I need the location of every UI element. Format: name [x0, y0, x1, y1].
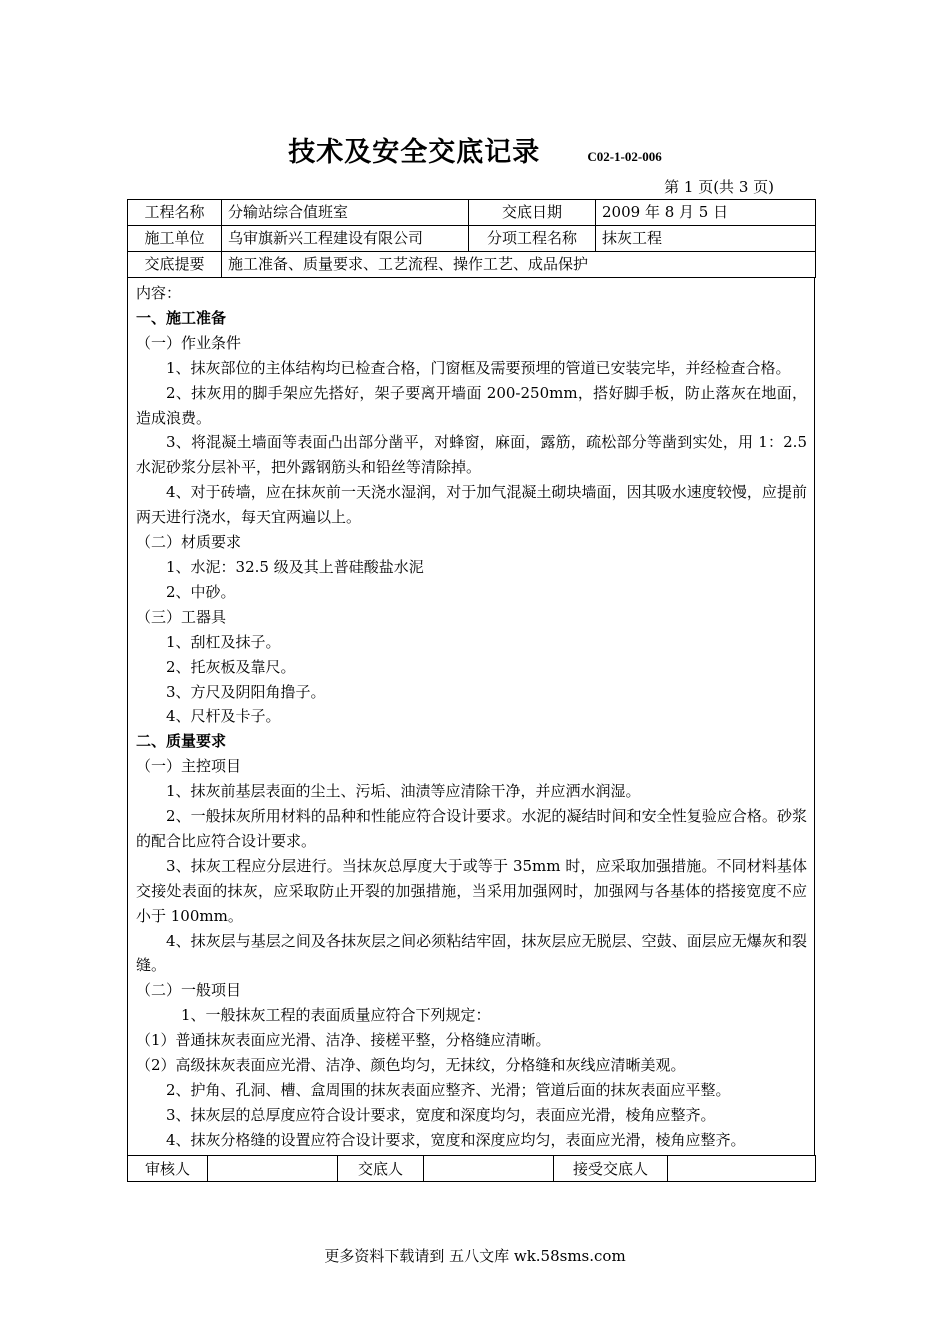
unit-label: 施工单位: [128, 226, 222, 252]
project-name-label: 工程名称: [128, 200, 222, 226]
receiver-label: 接受交底人: [554, 1155, 668, 1181]
paragraph: 4、对于砖墙，应在抹灰前一天浇水湿润，对于加气混凝土砌块墙面，因其吸水速度较慢，应提前两天进行浇水，每天宜两遍以上。: [136, 483, 807, 527]
record-form: [127, 199, 815, 1182]
receiver-field[interactable]: [668, 1155, 816, 1181]
content-body: [127, 278, 815, 1155]
date-label: 交底日期: [469, 200, 596, 226]
subsection-heading: （二）材质要求: [136, 533, 242, 552]
subsection-heading: （一）作业条件: [136, 333, 242, 352]
paragraph: 1、一般抹灰工程的表面质量应符合下列规定：: [181, 1006, 491, 1025]
paragraph: 4、抹灰层与基层之间及各抹灰层之间必须粘结牢固，抹灰层应无脱层、空鼓、面层应无爆灰和裂缝。: [136, 931, 807, 975]
project-name-value: 分输站综合值班室: [222, 200, 469, 226]
paragraph: （1）普通抹灰表面应光滑、洁净、接槎平整，分格缝应清晰。: [136, 1031, 551, 1050]
paragraph: 3、抹灰层的总厚度应符合设计要求，宽度和深度均匀，表面应光滑，棱角应整齐。: [166, 1105, 716, 1124]
footer-text: 更多资料下载请到 五八文库 wk.58sms.com: [324, 1247, 626, 1265]
subsection-heading: （三）工器具: [136, 607, 227, 626]
header-row: [128, 226, 816, 252]
document-title: 技术及安全交底记录: [288, 137, 541, 168]
paragraph: 3、抹灰工程应分层进行。当抹灰总厚度大于或等于 35mm 时，应采取加强措施。不同材料基体交接处表面的抹灰，应采取防止开裂的加强措施，当采用加强网时，加强网与各基体的搭接宽度不应小于 100mm。: [136, 856, 807, 925]
paragraph: 1、抹灰前基层表面的尘土、污垢、油渍等应清除干净，并应洒水润湿。: [166, 782, 641, 801]
reviewer-field[interactable]: [208, 1155, 338, 1181]
signature-table: [127, 1155, 816, 1182]
paragraph: 4、尺杆及卡子。: [166, 707, 281, 726]
paragraph: 2、托灰板及靠尺。: [166, 657, 296, 676]
paragraph: 2、中砂。: [166, 582, 236, 601]
paragraph: 4、抹灰分格缝的设置应符合设计要求，宽度和深度应均匀，表面应光滑，棱角应整齐。: [166, 1130, 746, 1149]
page-indicator: 第 1 页(共 3 页): [664, 178, 774, 196]
discloser-label: 交底人: [338, 1155, 424, 1181]
summary-value: 施工准备、质量要求、工艺流程、操作工艺、成品保护: [222, 252, 816, 278]
sub-project-value: 抹灰工程: [596, 226, 816, 252]
paragraph: 1、抹灰部位的主体结构均已检查合格，门窗框及需要预埋的管道已安装完毕，并经检查合格。: [166, 358, 791, 377]
subsection-heading: （二）一般项目: [136, 981, 242, 1000]
section-heading: 二、质量要求: [136, 732, 227, 751]
header-row: [128, 252, 816, 278]
paragraph: 2、护角、孔洞、槽、盒周围的抹灰表面应整齐、光滑；管道后面的抹灰表面应平整。: [166, 1081, 731, 1099]
paragraph: 3、方尺及阴阳角撸子。: [166, 682, 326, 701]
document-title-block: [0, 130, 950, 169]
header-table: [127, 199, 816, 278]
unit-value: 乌审旗新兴工程建设有限公司: [222, 226, 469, 252]
reviewer-label: 审核人: [128, 1155, 208, 1181]
header-row: [128, 200, 816, 226]
paragraph: 2、抹灰用的脚手架应先搭好，架子要离开墙面 200-250mm，搭好脚手板，防止落灰在地面，造成浪费。: [136, 383, 807, 427]
paragraph: 1、刮杠及抹子。: [166, 632, 281, 651]
paragraph: 1、水泥：32.5 级及其上普硅酸盐水泥: [166, 557, 424, 576]
paragraph: （2）高级抹灰表面应光滑、洁净、颜色均匀，无抹纹，分格缝和灰线应清晰美观。: [136, 1056, 686, 1075]
document-code: C02-1-02-006: [587, 149, 662, 164]
paragraph: 2、一般抹灰所用材料的品种和性能应符合设计要求。水泥的凝结时间和安全性复验应合格。砂浆的配合比应符合设计要求。: [136, 807, 807, 850]
section-heading: 一、施工准备: [136, 308, 227, 327]
sub-project-label: 分项工程名称: [469, 226, 596, 252]
signature-row: [128, 1155, 816, 1181]
discloser-field[interactable]: [424, 1155, 554, 1181]
paragraph: 3、将混凝土墙面等表面凸出部分凿平，对蜂窗，麻面，露筋，疏松部分等凿到实处，用 1：2.5 水泥砂浆分层补平，把外露钢筋头和铅丝等清除掉。: [136, 433, 807, 477]
date-value: 2009 年 8 月 5 日: [596, 200, 816, 226]
subsection-heading: （一）主控项目: [136, 757, 242, 776]
content-label: 内容：: [136, 284, 182, 302]
summary-label: 交底提要: [128, 252, 222, 278]
